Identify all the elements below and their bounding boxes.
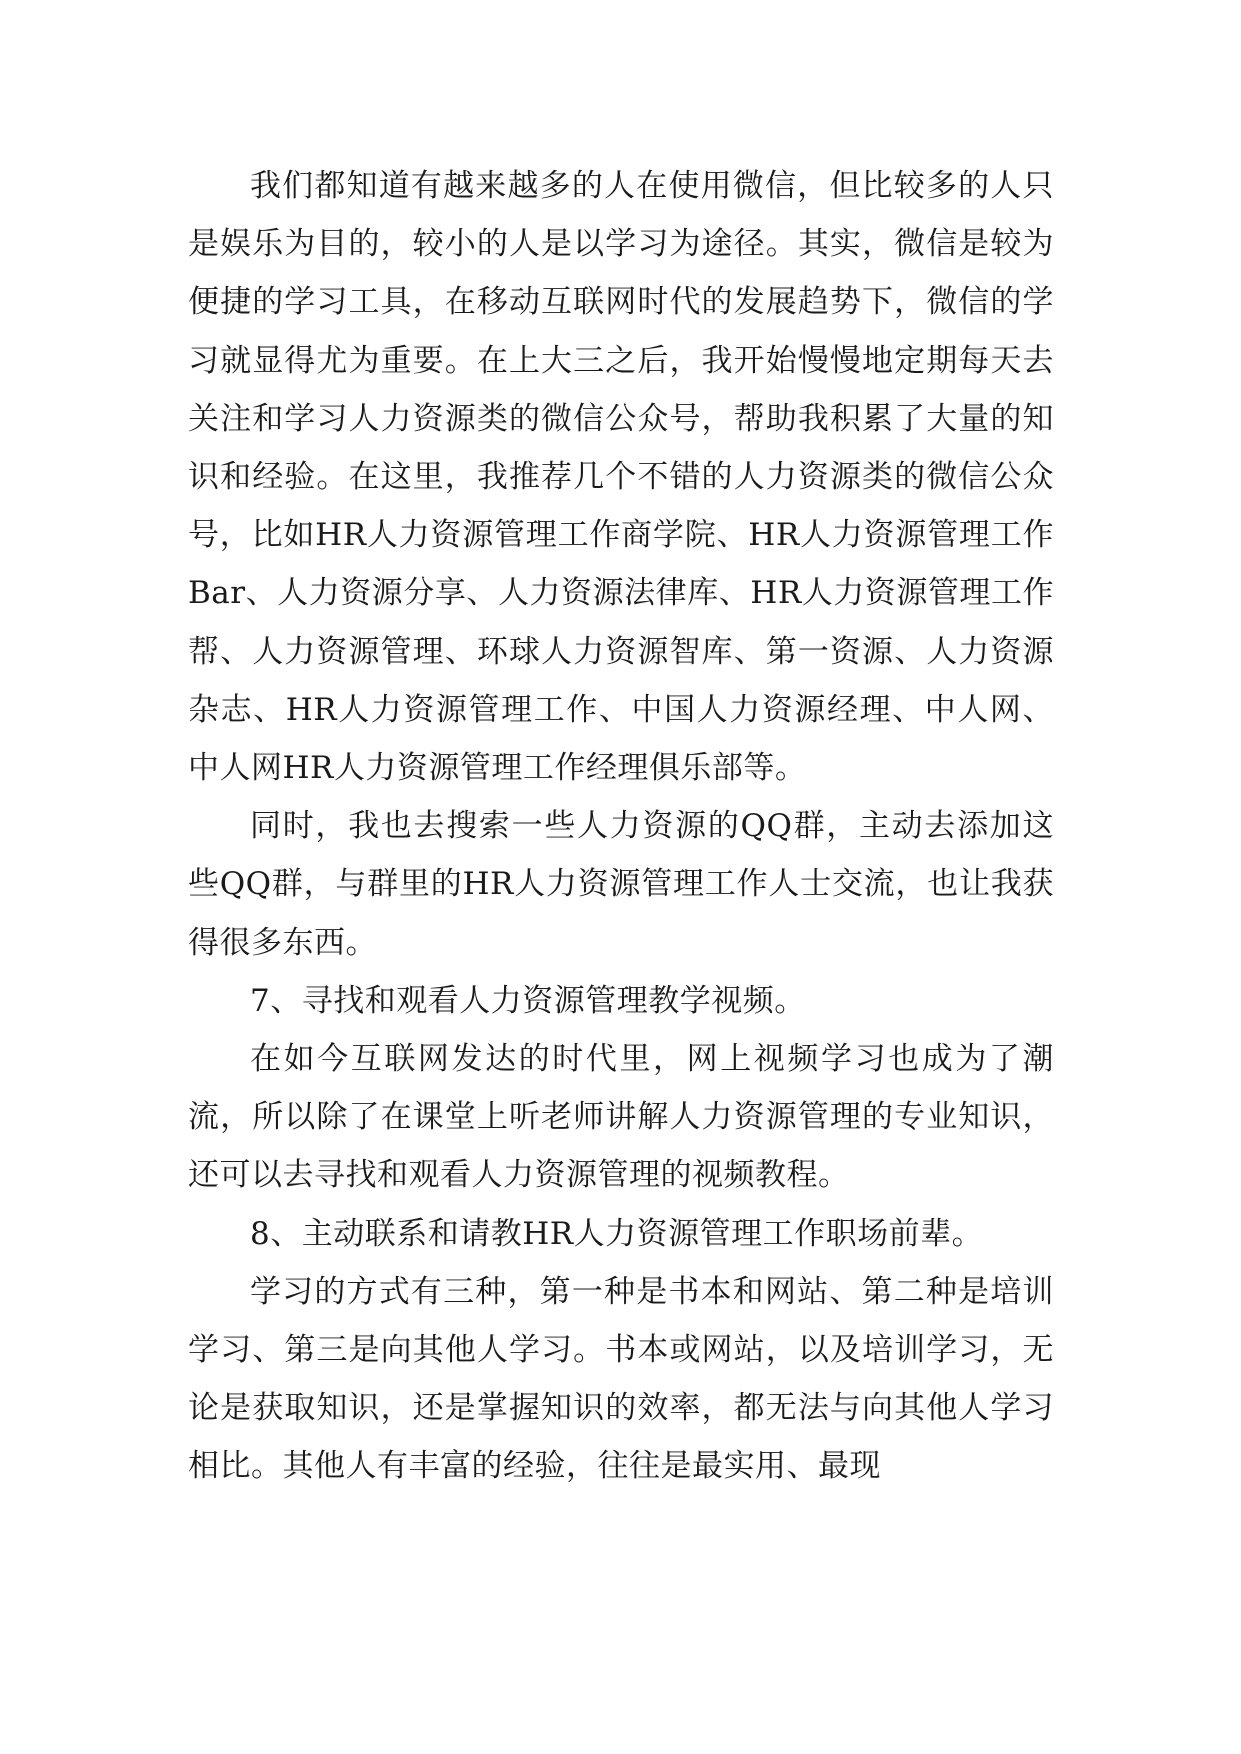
- paragraph-learning-methods: 学习的方式有三种，第一种是书本和网站、第二种是培训学习、第三是向其他人学习。书本或网站，以及培训学习，无论是获取知识，还是掌握知识的效率，都无法与向其他人学习相比。其他人有丰富的经验，往往是最实用、最现: [188, 1273, 1054, 1485]
- paragraph-video-learning: 在如今互联网发达的时代里，网上视频学习也成为了潮流，所以除了在课堂上听老师讲解人力资源管理的专业知识，还可以去寻找和观看人力资源管理的视频教程。: [188, 1041, 1054, 1194]
- paragraph-qq-groups: 同时，我也去搜索一些人力资源的QQ群，主动去添加这些QQ群，与群里的HR人力资源管理工作人士交流，也让我获得很多东西。: [188, 808, 1054, 961]
- heading-item-8: 8、主动联系和请教HR人力资源管理工作职场前辈。: [250, 1215, 984, 1252]
- document-body: [188, 157, 1054, 1496]
- paragraph-wechat-learning: 我们都知道有越来越多的人在使用微信，但比较多的人只是娱乐为目的，较小的人是以学习为途径。其实，微信是较为便捷的学习工具，在移动互联网时代的发展趋势下，微信的学习就显得尤为重要。在上大三之后，我开始慢慢地定期每天去关注和学习人力资源类的微信公众号，帮助我积累了大量的知识和经验。在这里，我推荐几个不错的人力资源类的微信公众号，比如HR人力资源管理工作商学院、HR人力资源管理工作Bar、人力资源分享、人力资源法律库、HR人力资源管理工作帮、人力资源管理、环球人力资源智库、第一资源、人力资源杂志、HR人力资源管理工作、中国人力资源经理、中人网、中人网HR人力资源管理工作经理俱乐部等。: [188, 168, 1054, 787]
- heading-item-7: 7、寻找和观看人力资源管理教学视频。: [250, 982, 806, 1019]
